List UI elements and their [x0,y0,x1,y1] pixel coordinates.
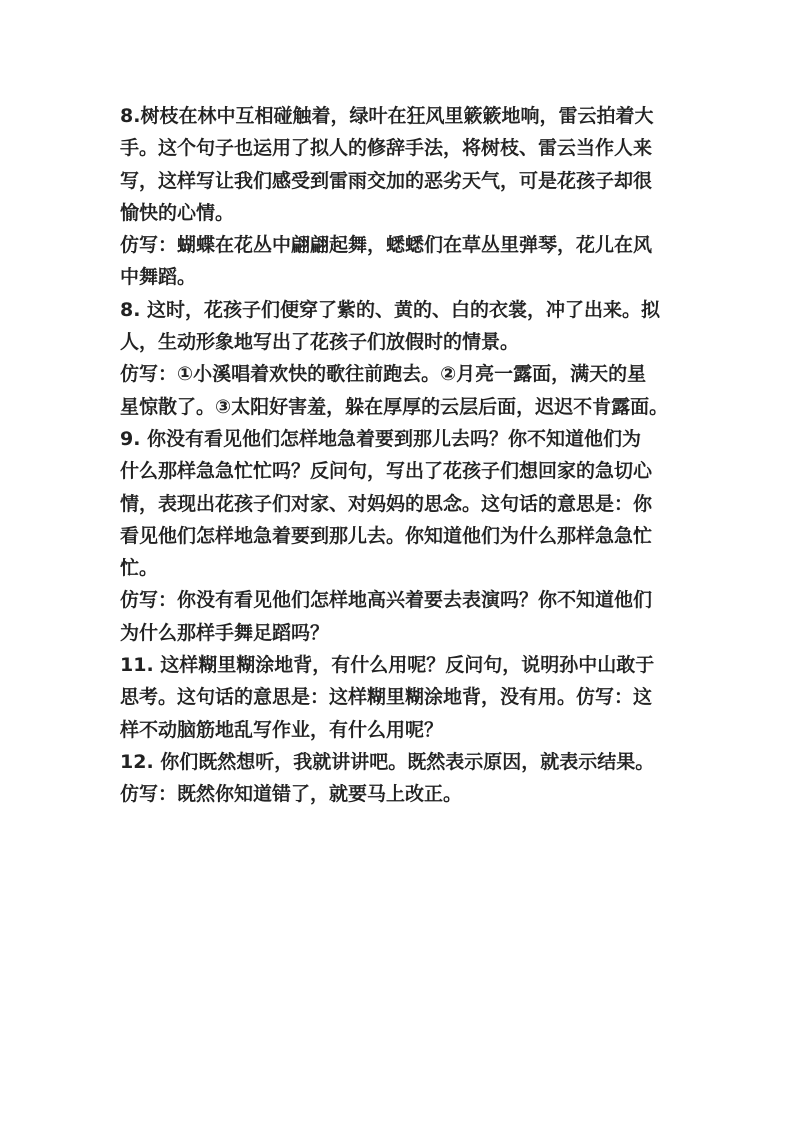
paragraph-imitation-butterfly: 仿写：蝴蝶在花丛中翩翩起舞，蟋蟋们在草丛里弹琴，花儿在风 中舞蹈。 [120,234,653,289]
paragraph-imitation-stream-moon-sun: 仿写：①小溪唱着欢快的歌往前跑去。②月亮一露面，满天的星 星惊散了。③太阳好害羞，躲在厚厚的云层后面，迟迟不肯露面。 [120,363,669,418]
paragraph-item-11-sun-yat-sen: 11. 这样糊里糊涂地背，有什么用呢？反问句，说明孙中山敢于 思考。这句话的意思是：这样糊里糊涂地背，没有用。仿写：这 样不动脑筋地乱写作业，有什么用呢？ [120,654,655,741]
document-body [120,100,676,811]
paragraph-item-8-flower-children: 8. 这时，花孩子们便穿了紫的、黄的、白的衣裳，冲了出来。拟 人，生动形象地写出了花孩子们放假时的情景。 [120,298,661,354]
paragraph-imitation-correct-mistake: 仿写：既然你知道错了，就要马上改正。 [120,783,463,806]
paragraph-item-8-branches: 8.树枝在林中互相碰触着，绿叶在狂风里簌簌地响，雷云拍着大 手。这个句子也运用了拟人的修辞手法，将树枝、雷云当作人来 写，这样写让我们感受到雷雨交加的恶劣天气，可是花孩子却很 愉快的心情。 [120,105,654,224]
paragraph-item-9-rhetorical: 9. 你没有看见他们怎样地急着要到那儿去吗？你不知道他们为 什么那样急急忙忙吗？反问句，写出了花孩子们想回家的急切心 情，表现出花孩子们对家、对妈妈的思念。这句话的意思是：你 看见他们怎样地急着要到那儿去。你知道他们为什么那样急急忙 忙。 [120,427,653,580]
paragraph-imitation-performance: 仿写：你没有看见他们怎样地高兴着要去表演吗？你不知道他们 为什么那样手舞足蹈吗？ [120,589,653,644]
paragraph-item-12-since: 12. 你们既然想听，我就讲讲吧。既然表示原因，就表示结果。 [120,750,655,773]
